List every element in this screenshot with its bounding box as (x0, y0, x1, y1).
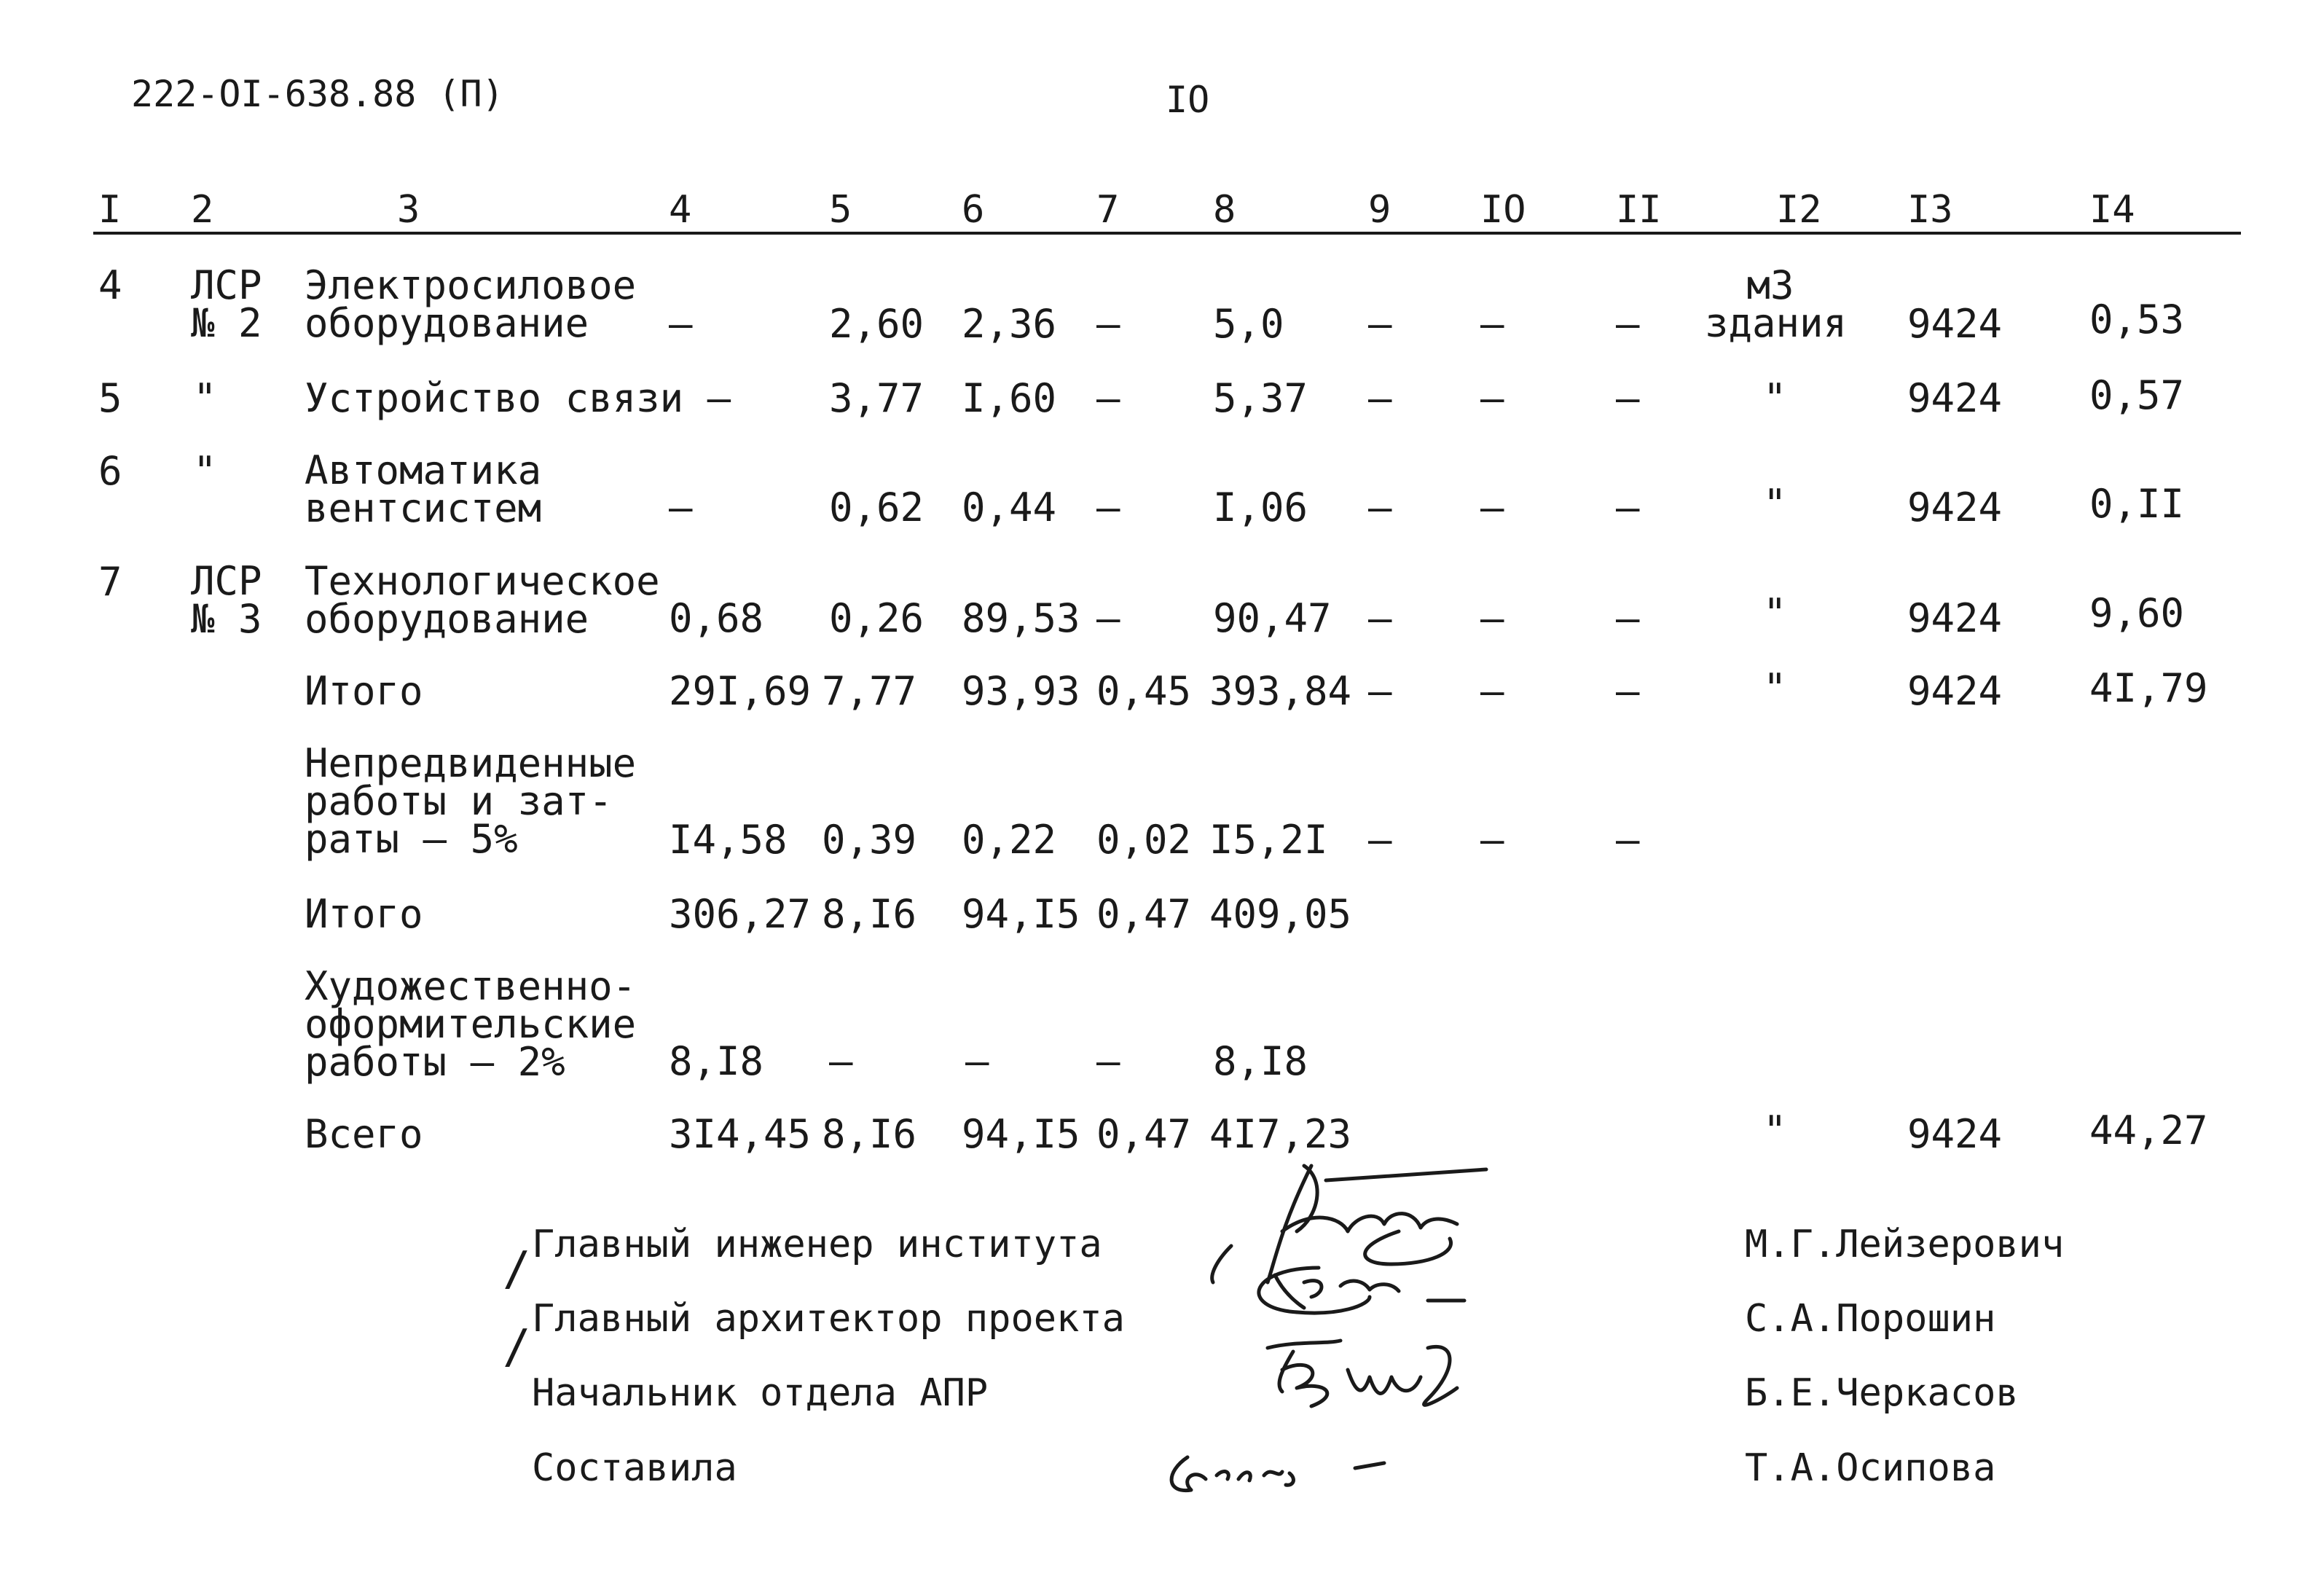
cell-value: 4I,79 (2089, 665, 2208, 711)
row-number: 5 (98, 375, 122, 421)
cell-value: I,06 (1213, 485, 1308, 530)
cell-value: – (829, 1038, 853, 1084)
item-name: Технологическое оборудование (305, 558, 660, 642)
cell-value: – (1096, 485, 1120, 530)
item-name: Автоматика вентсистем (305, 447, 542, 531)
item-name: Непредвиденные работы и зат- раты – 5% (305, 740, 637, 862)
cell-value: – (1616, 595, 1640, 641)
signature-chief-architect (1259, 1268, 1464, 1313)
signatory-title: Главный инженер института (532, 1223, 1102, 1266)
cell-value: – (1480, 485, 1504, 530)
cell-value: 0,68 (669, 595, 764, 641)
cell-value: 8,I8 (669, 1038, 764, 1084)
column-header: 2 (191, 188, 214, 232)
cell-value: 29I,69 (669, 668, 812, 714)
cell-value: 2,36 (962, 301, 1057, 347)
signature-compiler (1171, 1457, 1384, 1491)
column-header: 3 (397, 188, 420, 232)
signatory-title: Составила (532, 1446, 737, 1490)
ditto-mark: " (1763, 590, 1787, 636)
ditto-mark: " (1763, 1107, 1787, 1153)
cell-value: 7,77 (822, 668, 917, 714)
cell-value: 9424 (1907, 668, 2003, 714)
signatory-title: Начальник отдела АПР (532, 1371, 989, 1415)
cell-value: – (1368, 485, 1392, 530)
signatory-title: Главный архитектор проекта (532, 1297, 1125, 1341)
estimate-ref: " (193, 375, 217, 421)
column-header: 4 (669, 188, 692, 232)
item-name: Устройство связи – (305, 375, 731, 421)
column-header: 6 (962, 188, 985, 232)
cell-value: – (669, 485, 693, 530)
cell-value: 0,26 (829, 595, 925, 641)
ditto-mark: " (1763, 481, 1787, 527)
cell-value: 93,93 (962, 668, 1080, 714)
cell-value: – (1480, 668, 1504, 714)
document-code: 222-OI-638.88 (П) (131, 73, 504, 115)
cell-value: 9424 (1907, 485, 2003, 530)
item-name: Итого (305, 891, 423, 937)
cell-value: 9424 (1907, 1111, 2003, 1157)
cell-value: 0,47 (1096, 891, 1192, 937)
cell-value: 44,27 (2089, 1107, 2208, 1153)
cell-value: – (1616, 301, 1640, 347)
cell-value: 0,44 (962, 485, 1057, 530)
row-number: 7 (98, 559, 122, 605)
row-number: 6 (98, 448, 122, 494)
cell-value: – (1096, 301, 1120, 347)
cell-value: 9424 (1907, 375, 2003, 421)
cell-value: 0,II (2089, 481, 2185, 527)
row-number: 4 (98, 262, 122, 308)
cell-value: – (1480, 817, 1504, 863)
cell-value: I4,58 (669, 817, 788, 863)
cell-value: 306,27 (669, 891, 812, 937)
cell-value: – (1480, 595, 1504, 641)
cell-value: 8,I6 (822, 891, 917, 937)
column-header: I4 (2089, 188, 2135, 232)
estimate-ref: " (193, 448, 217, 494)
item-name: Всего (305, 1111, 423, 1157)
cell-value: 409,05 (1209, 891, 1352, 937)
cell-value: 94,I5 (962, 891, 1080, 937)
estimate-ref: ЛСР № 3 (191, 558, 262, 642)
item-name: Художественно- оформительские работы – 2% (305, 963, 637, 1085)
cell-value: 0,45 (1096, 668, 1192, 714)
cell-value: – (1368, 375, 1392, 421)
cell-value: – (1096, 375, 1120, 421)
cell-value: – (1616, 668, 1640, 714)
ditto-mark: " (1763, 375, 1787, 421)
column-header: I2 (1776, 188, 1822, 232)
cell-value: 3,77 (829, 375, 925, 421)
cell-value: – (1480, 375, 1504, 421)
cell-value: – (965, 1038, 989, 1084)
estimate-ref: ЛСР № 2 (191, 262, 262, 346)
cell-value: – (1368, 595, 1392, 641)
column-header: 8 (1213, 188, 1236, 232)
column-header: IO (1480, 188, 1526, 232)
signature-department-head (1268, 1341, 1457, 1406)
cell-value: I,60 (962, 375, 1057, 421)
signatory-name: Б.Е.Черкасов (1745, 1371, 2019, 1415)
cell-value: 8,I6 (822, 1111, 917, 1157)
cell-value: 94,I5 (962, 1111, 1080, 1157)
cell-value: – (1616, 485, 1640, 530)
cell-value: 5,37 (1213, 375, 1308, 421)
cell-value: 5,0 (1213, 301, 1284, 347)
cell-value: 2,60 (829, 301, 925, 347)
item-name: Итого (305, 668, 423, 714)
cell-value: 393,84 (1209, 668, 1352, 714)
cell-value: – (1616, 375, 1640, 421)
column-header: I3 (1907, 188, 1953, 232)
cell-value: 90,47 (1213, 595, 1332, 641)
signatory-name: М.Г.Лейзерович (1745, 1223, 2065, 1266)
cell-value: 8,I8 (1213, 1038, 1308, 1084)
cell-value: – (1368, 668, 1392, 714)
margin-slash-mark: / (503, 1320, 531, 1374)
item-name: Электросиловое оборудование (305, 262, 637, 346)
page-number: IO (1166, 79, 1210, 121)
cell-value: 9424 (1907, 301, 2003, 347)
cell-value: – (1480, 301, 1504, 347)
cell-value: 9424 (1907, 595, 2003, 641)
cell-value: 4I7,23 (1209, 1111, 1352, 1157)
cell-value: – (669, 301, 693, 347)
cell-value: 0,53 (2089, 297, 2185, 342)
cell-value: 0,02 (1096, 817, 1192, 863)
cell-value: 0,22 (962, 817, 1057, 863)
handwritten-signatures (1137, 1137, 1574, 1515)
margin-slash-mark: / (503, 1242, 531, 1296)
cell-value: 0,39 (822, 817, 917, 863)
header-rule (93, 232, 2241, 235)
column-header: 5 (829, 188, 852, 232)
unit-label: м3 здания (1705, 262, 1848, 346)
cell-value: I5,2I (1209, 817, 1328, 863)
cell-value: 89,53 (962, 595, 1080, 641)
cell-value: – (1096, 1038, 1120, 1084)
ditto-mark: " (1763, 665, 1787, 711)
cell-value: 0,57 (2089, 372, 2185, 418)
cell-value: 3I4,45 (669, 1111, 812, 1157)
cell-value: – (1368, 817, 1392, 863)
signatory-name: Т.А.Осипова (1745, 1446, 1996, 1490)
cell-value: – (1616, 817, 1640, 863)
cell-value: – (1368, 301, 1392, 347)
column-header: 7 (1096, 188, 1120, 232)
cell-value: 0,62 (829, 485, 925, 530)
column-header: 9 (1368, 188, 1391, 232)
cell-value: 0,47 (1096, 1111, 1192, 1157)
column-header: II (1616, 188, 1662, 232)
signature-chief-engineer (1268, 1166, 1486, 1282)
cell-value: 9,60 (2089, 590, 2185, 636)
cell-value: – (1096, 595, 1120, 641)
signatory-name: С.А.Порошин (1745, 1297, 1996, 1341)
column-header: I (98, 188, 122, 232)
